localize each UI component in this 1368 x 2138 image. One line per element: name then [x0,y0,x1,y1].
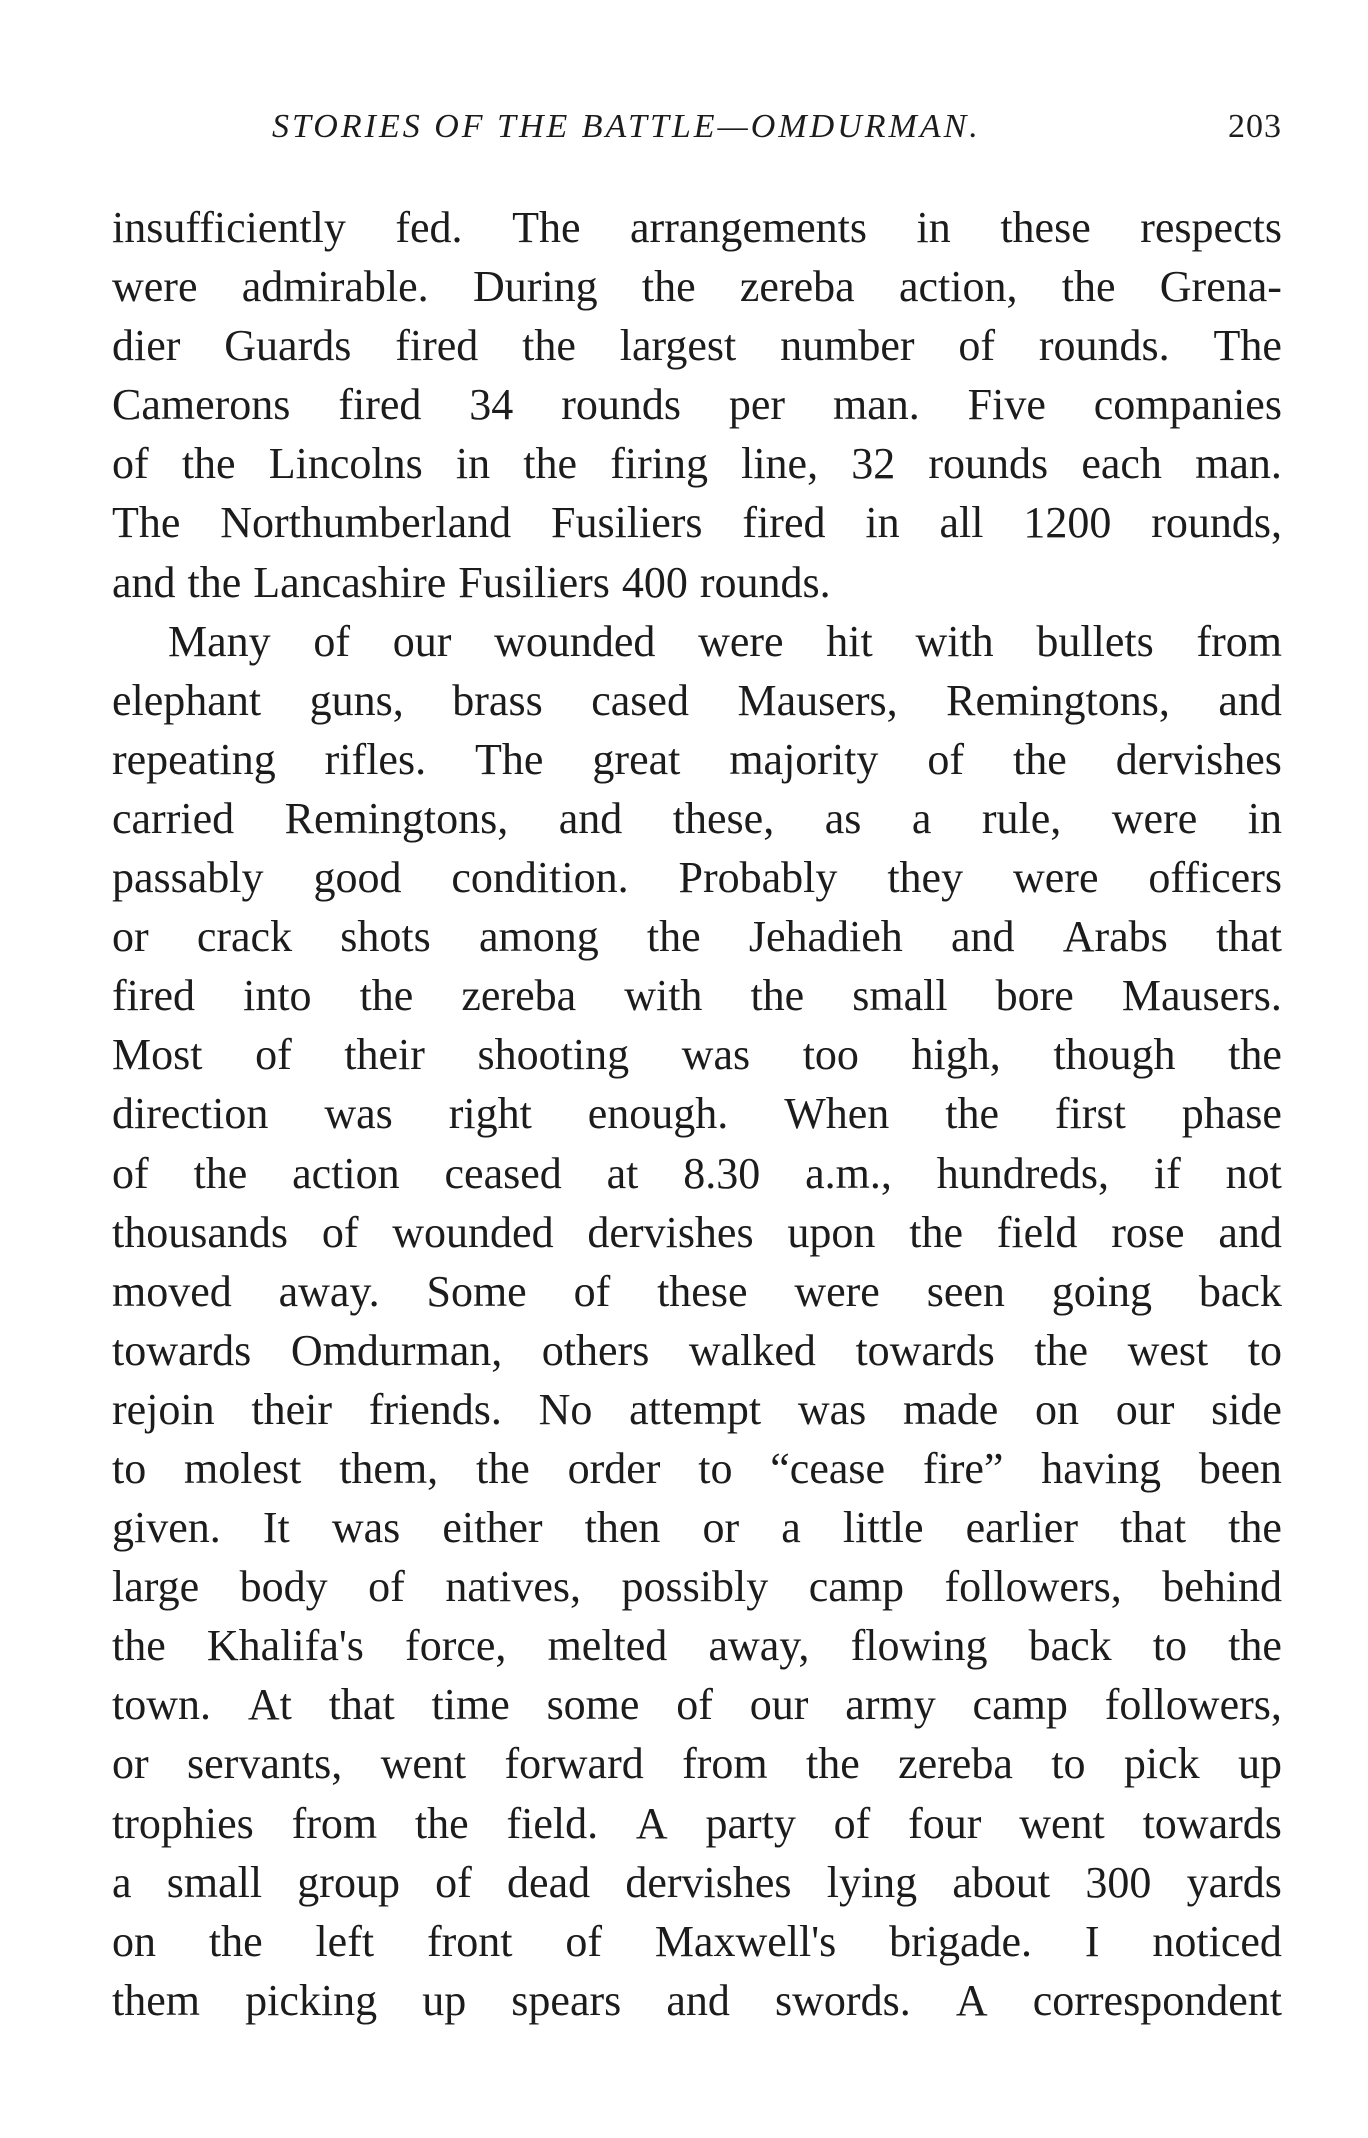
text-line: rejoin their friends. No attempt was made on our side [112,1384,1282,1434]
text-line: them picking up spears and swords. A correspondent [112,1975,1282,2025]
text-line: trophies from the field. A party of four went towards [112,1798,1282,1848]
text-line: insufficiently fed. The arrangements in these respects [112,203,1282,252]
text-line: and the Lancashire Fusiliers 400 rounds. [112,557,831,607]
text-line: fired into the zereba with the small bore Mausers. [112,971,1282,1021]
running-head [112,108,1282,158]
text-line: carried Remingtons, and these, as a rule, were in [112,793,1282,843]
text-line: to molest them, the order to “cease fire” having been [112,1443,1282,1493]
text-line: moved away. Some of these were seen going back [112,1266,1282,1316]
text-line: on the left front of Maxwell's brigade. I noticed [112,1916,1282,1966]
text-line: thousands of wounded dervishes upon the field rose and [112,1207,1282,1257]
text-line: The Northumberland Fusiliers fired in all 1200 rounds, [112,498,1282,548]
paragraph [112,612,1282,2030]
text-line: the Khalifa's force, melted away, flowing back to the [112,1621,1282,1671]
text-line: passably good condition. Probably they were officers [112,853,1282,903]
text-line: elephant guns, brass cased Mausers, Remingtons, and [112,675,1282,725]
text-line: a small group of dead dervishes lying about 300 yards [112,1857,1282,1907]
text-line: towards Omdurman, others walked towards the west to [112,1325,1282,1375]
text-line: or crack shots among the Jehadieh and Arabs that [112,912,1282,962]
running-title: STORIES OF THE BATTLE—OMDURMAN. [272,108,981,145]
page-number: 203 [1228,108,1282,145]
text-line: Many of our wounded were hit with bullets from [168,616,1282,666]
text-line: of the action ceased at 8.30 a.m., hundreds, if not [112,1148,1282,1198]
text-line: repeating rifles. The great majority of the dervishes [112,734,1282,784]
text-line: town. At that time some of our army camp followers, [112,1680,1282,1730]
body-text [112,198,1282,2030]
text-line: Most of their shooting was too high, though the [112,1030,1282,1080]
text-line: of the Lincolns in the firing line, 32 rounds each man. [112,439,1282,489]
text-line: or servants, went forward from the zereba to pick up [112,1739,1282,1789]
paragraph [112,198,1282,612]
text-line: large body of natives, possibly camp followers, behind [112,1562,1282,1612]
text-line: Camerons fired 34 rounds per man. Five companies [112,380,1282,430]
text-line: given. It was either then or a little earlier that the [112,1503,1282,1553]
text-line: dier Guards fired the largest number of rounds. The [112,321,1282,371]
text-line: were admirable. During the zereba action, the Grena- [112,262,1282,312]
text-line: direction was right enough. When the first phase [112,1089,1282,1139]
